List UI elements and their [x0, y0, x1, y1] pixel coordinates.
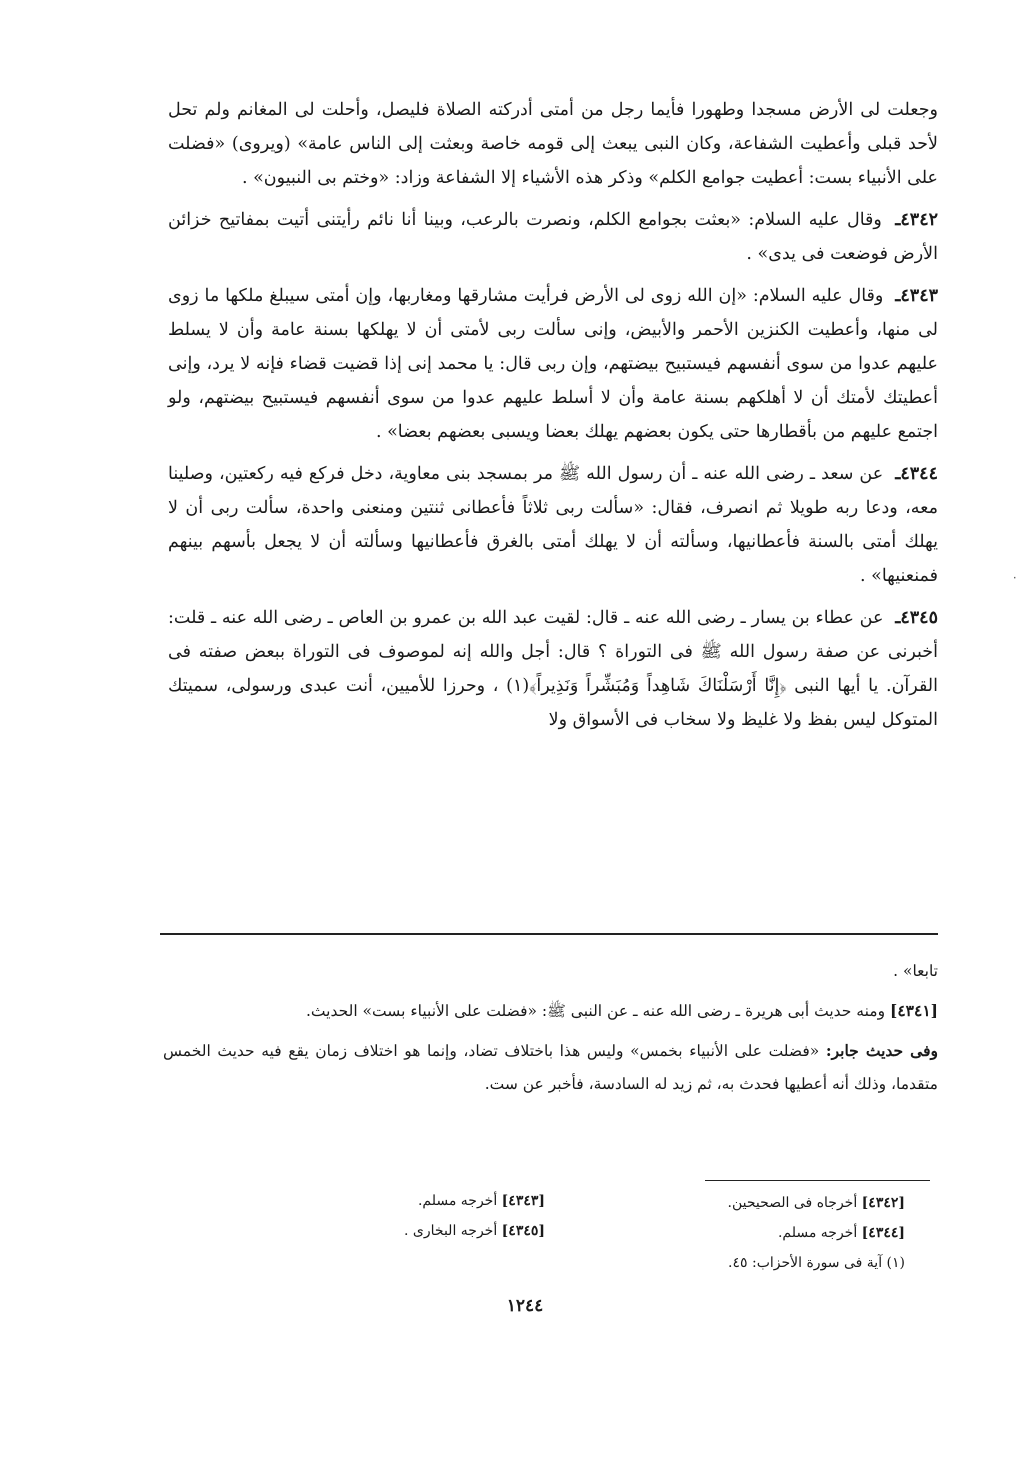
- hadith-number: ٤٣٤٢ـ: [895, 210, 938, 230]
- hadith-number: ٤٣٤٥ـ: [895, 608, 938, 628]
- hadith-4342: [168, 203, 938, 271]
- note-text: ومنه حديث أبى هريرة ـ رضى الله عنه ـ عن النبى ﷺ: «فضلت على الأنبياء بست» الحديث.: [306, 1002, 886, 1020]
- footnote-1: (١) آية فى سورة الأحزاب: ٤٥.: [728, 1255, 905, 1271]
- hadith-text: وقال عليه السلام: «بعثت بجوامع الكلم، ونصرت بالرعب، وبينا أنا نائم رأيتنى أتيت بمفاتيح خزائن الأرض فوضعت فى يدى» .: [168, 210, 938, 264]
- reference-number: [٤٣٤٤]: [861, 1225, 905, 1241]
- paragraph-text: وجعلت لى الأرض مسجدا وطهورا فأيما رجل من أمتى أدركته الصلاة فليصل، وأحلت لى المغانم ولم تحل لأحد قبلى وأعطيت الشفاعة، وكان النبى يبعث إلى قومه خاصة وبعثت إلى الناس عامة» (ويروى) «فضلت على الأنبياء بست: أعطيت جوامع الكلم» وذكر هذه الأشياء إلا الشفاعة وزاد: «وختم بى النبيون» .: [168, 100, 938, 188]
- reference-text: أخرجه مسلم.: [777, 1225, 858, 1241]
- reference-text: أخرجاه فى الصحيحين.: [727, 1195, 858, 1211]
- commentary-divider: [160, 933, 938, 935]
- commentary: [163, 955, 938, 1107]
- references-right: [645, 1188, 905, 1278]
- commentary-note-4341: [163, 994, 938, 1028]
- reference-number: [٤٣٤٥]: [501, 1223, 545, 1239]
- reference-4345: [345, 1216, 545, 1246]
- reference-text: أخرجه مسلم.: [417, 1193, 498, 1209]
- commentary-note-jabir: [163, 1034, 938, 1101]
- hadith-4345: [168, 601, 938, 737]
- reference-4344: [645, 1218, 905, 1248]
- footnote-divider: [705, 1180, 930, 1181]
- hadith-4343: [168, 279, 938, 449]
- hadith-text: عن سعد ـ رضى الله عنه ـ أن رسول الله ﷺ مر بمسجد بنى معاوية، دخل فركع فيه ركعتين، وصلينا معه، ودعا ربه طويلا ثم انصرف، فقال: «سألت ربى ثلاثاً فأعطانى ثنتين ومنعنى واحدة، سألت ربى أن لا يهلك أمتى بالسنة فأعطانيها، وسألته أن لا يهلك أمتى بالغرق فأعطانيها وسألته أن لا يجعل بأسهم بينهم فمنعنيها» .: [168, 464, 938, 586]
- hadith-4344: [168, 457, 938, 593]
- reference-text: أخرجه البخارى .: [404, 1223, 498, 1239]
- note-text: «فضلت على الأنبياء بخمس» وليس هذا باختلاف تضاد، وإنما هو اختلاف زمان يقع فيه حديث الخمس متقدما، وذلك أنه أعطيها فحدث به، ثم زيد له السادسة، فأخبر عن ست.: [163, 1042, 938, 1093]
- note-ref: [٤٣٤١]: [890, 1001, 938, 1020]
- margin-mark: ٠: [1011, 570, 1018, 584]
- main-text: [168, 93, 938, 745]
- references-left: [345, 1186, 545, 1246]
- note-lead: وفى حديث جابر:: [825, 1041, 938, 1060]
- paragraph-continued: [168, 93, 938, 195]
- page-number: ١٢٤٤: [506, 1296, 544, 1316]
- reference-number: [٤٣٤٣]: [501, 1193, 545, 1209]
- hadith-text: وقال عليه السلام: «إن الله زوى لى الأرض فرأيت مشارقها ومغاربها، وإن أمتى سيبلغ ملكها ما زوى لى منها، وأعطيت الكنزين الأحمر والأبيض، وإنى سألت ربى لأمتى أن لا يهلكها بسنة عامة وأن لا يسلط عليهم عدوا من سوى أنفسهم فيستبيح بيضتهم، وإن ربى قال: يا محمد إنى إذا قضيت قضاء فإنه لا يرد، وإنى أعطيتك لأمتك أن لا أهلكهم بسنة عامة وأن لا أسلط عليهم عدوا من سوى أنفسهم فيستبيح بيضتهم، ولو اجتمع عليهم من بأقطارها حتى يكون بعضهم يهلك بعضا ويسبى بعضهم بعضا» .: [168, 286, 938, 442]
- hadith-text: عن عطاء بن يسار ـ رضى الله عنه ـ قال: لقيت عبد الله بن عمرو بن العاص ـ رضى الله عنه ـ قلت: أخبرنى عن صفة رسول الله ﷺ فى التوراة ؟ قال: أجل والله إنه لموصوف فى التوراة ببعض صفته فى القرآن. يا أيها النبى ﴿إِنَّا أَرْسَلْنَاكَ شَاهِداً وَمُبَشِّراً وَنَذِيراً﴾(١) ، وحرزا للأميين، أنت عبدى ورسولى، سميتك المتوكل ليس بفظ ولا غليظ ولا سخاب فى الأسواق ولا: [168, 608, 938, 730]
- hadith-number: ٤٣٤٤ـ: [895, 464, 938, 484]
- reference-4343: [345, 1186, 545, 1216]
- reference-4342: [645, 1188, 905, 1218]
- hadith-number: ٤٣٤٣ـ: [895, 286, 938, 306]
- commentary-continuation: تابعا» .: [893, 962, 938, 980]
- reference-number: [٤٣٤٢]: [861, 1195, 905, 1211]
